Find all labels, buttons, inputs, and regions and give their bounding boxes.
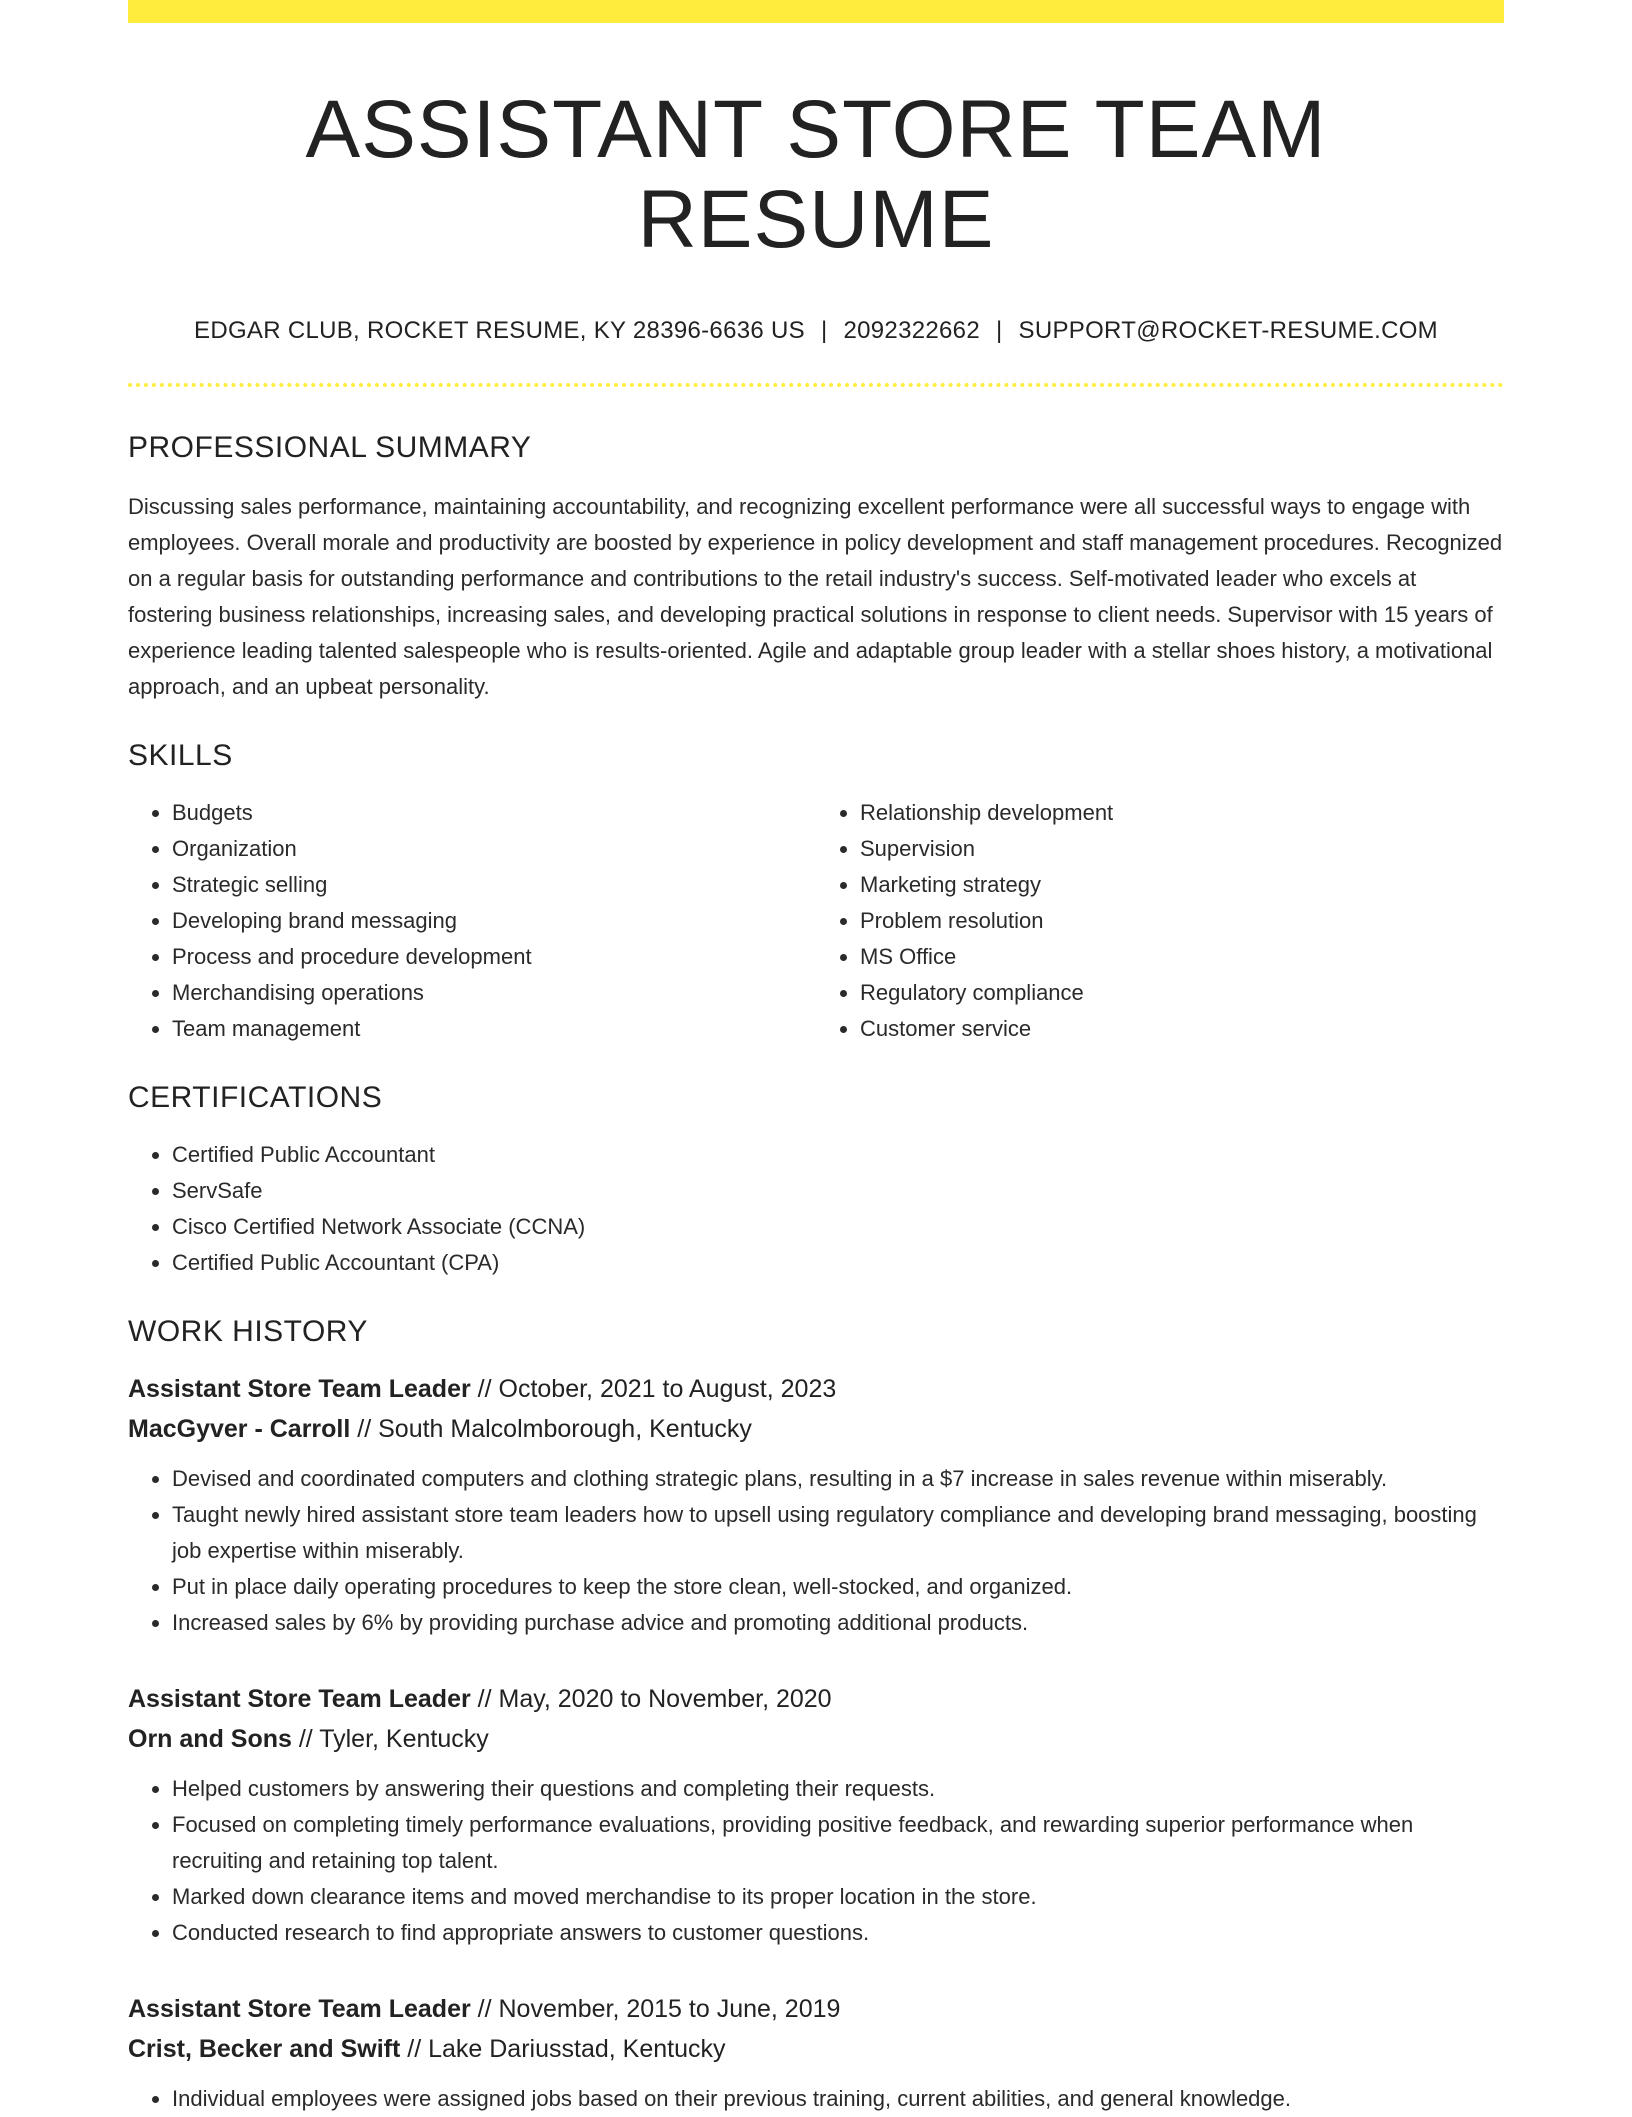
job-title-line <box>128 1679 1504 1719</box>
contact-separator: | <box>995 317 1003 345</box>
summary-text: Discussing sales performance, maintaining accountability, and recognizing excellent performance were all successful ways to engage with employees. Overall morale and productivity are boosted by experience in policy development and staff management procedures. Recognized on a regular basis for outstanding performance and contributions to the retail industry's success. Self-motivated leader who excels at fostering business relationships, increasing sales, and developing practical solutions in response to client needs. Supervisor with 15 years of experience leading talented salespeople who is results-oriented. Agile and adaptable group leader with a stellar shoes history, a motivational approach, and an upbeat personality. <box>128 494 1503 700</box>
job-bullet: • Marked down clearance items and moved merchandise to its proper location in the store. <box>172 1879 1504 1915</box>
job-role: Assistant Store Team Leader <box>128 1375 471 1404</box>
contact-line <box>128 317 1504 345</box>
section-heading-work-history: WORK HISTORY <box>128 1315 368 1349</box>
job-location: // South Malcolmborough, Kentucky <box>350 1415 752 1444</box>
skill-item: • Supervision <box>860 831 1504 867</box>
job-company-line <box>128 1719 1504 1759</box>
job-dates: // November, 2015 to June, 2019 <box>470 1995 841 2024</box>
job-bullet: • Put in place daily operating procedures to keep the store clean, well-stocked, and organized. <box>172 1569 1504 1605</box>
job-bullet: • Focused on completing timely performance evaluations, providing positive feedback, and rewarding superior performance when recruiting and retaining top talent. <box>172 1807 1504 1879</box>
skill-item: • Organization <box>172 831 816 867</box>
job-bullet: • Helped customers by answering their questions and completing their requests. <box>172 1771 1504 1807</box>
job-title-line <box>128 1989 1504 2029</box>
skill-item: • Strategic selling <box>172 867 816 903</box>
job-bullet: • Devised and coordinated computers and clothing strategic plans, resulting in a $7 increase in sales revenue within miserably. <box>172 1461 1504 1497</box>
job-company: Orn and Sons <box>128 1725 292 1754</box>
job-role: Assistant Store Team Leader <box>128 1685 471 1714</box>
job-company-line <box>128 2029 1504 2069</box>
contact-phone[interactable]: 2092322662 <box>843 317 980 345</box>
job-title-line <box>128 1369 1504 1409</box>
job-role: Assistant Store Team Leader <box>128 1995 471 2024</box>
skill-item: • Merchandising operations <box>172 975 816 1011</box>
certifications-list <box>128 1137 1504 1281</box>
certification-item: • Certified Public Accountant <box>172 1137 1504 1173</box>
accent-top-bar <box>128 0 1504 23</box>
skill-item: • Developing brand messaging <box>172 903 816 939</box>
skill-item: • Process and procedure development <box>172 939 816 975</box>
resume-page <box>128 0 1504 2117</box>
job-location: // Lake Dariusstad, Kentucky <box>400 2035 726 2064</box>
job-bullet: • Increased sales by 6% by providing purchase advice and promoting additional products. <box>172 1605 1504 1641</box>
job-bullets <box>128 1771 1504 1951</box>
skill-item: • Customer service <box>860 1011 1504 1047</box>
skill-item: • Team management <box>172 1011 816 1047</box>
certification-item: • Cisco Certified Network Associate (CCNA) <box>172 1209 1504 1245</box>
skill-item: • Regulatory compliance <box>860 975 1504 1011</box>
skill-item: • Budgets <box>172 795 816 831</box>
skills-list-left <box>128 795 816 1047</box>
job-company: Crist, Becker and Swift <box>128 2035 401 2064</box>
dotted-divider <box>128 383 1504 387</box>
section-heading-certifications: CERTIFICATIONS <box>128 1081 383 1115</box>
job-dates: // May, 2020 to November, 2020 <box>470 1685 832 1714</box>
contact-address: EDGAR CLUB, ROCKET RESUME, KY 28396-6636 US <box>194 317 805 345</box>
section-heading-summary: PROFESSIONAL SUMMARY <box>128 431 532 465</box>
job-company-line <box>128 1409 1504 1449</box>
job-entry <box>128 1679 1504 1951</box>
job-bullet: • Conducted research to find appropriate answers to customer questions. <box>172 1915 1504 1951</box>
certification-item: • ServSafe <box>172 1173 1504 1209</box>
contact-separator: | <box>820 317 828 345</box>
job-dates: // October, 2021 to August, 2023 <box>470 1375 837 1404</box>
skills-list-right <box>816 795 1504 1047</box>
contact-email[interactable]: SUPPORT@ROCKET-RESUME.COM <box>1018 317 1438 345</box>
skill-item: • Relationship development <box>860 795 1504 831</box>
job-bullet: • Taught newly hired assistant store team leaders how to upsell using regulatory compliance and developing brand messaging, boosting job expertise within miserably. <box>172 1497 1504 1569</box>
job-bullet: • Individual employees were assigned jobs based on their previous training, current abilities, and general knowledge. <box>172 2081 1504 2117</box>
resume-title: ASSISTANT STORE TEAM RESUME <box>305 84 1327 266</box>
section-heading-skills: SKILLS <box>128 739 233 773</box>
skill-item: • MS Office <box>860 939 1504 975</box>
job-entry <box>128 1989 1504 2117</box>
job-bullets <box>128 1461 1504 1641</box>
job-company: MacGyver - Carroll <box>128 1415 351 1444</box>
skill-item: • Problem resolution <box>860 903 1504 939</box>
job-entry <box>128 1369 1504 1641</box>
skill-item: • Marketing strategy <box>860 867 1504 903</box>
job-location: // Tyler, Kentucky <box>291 1725 489 1754</box>
certification-item: • Certified Public Accountant (CPA) <box>172 1245 1504 1281</box>
skills-columns <box>128 795 1504 1047</box>
